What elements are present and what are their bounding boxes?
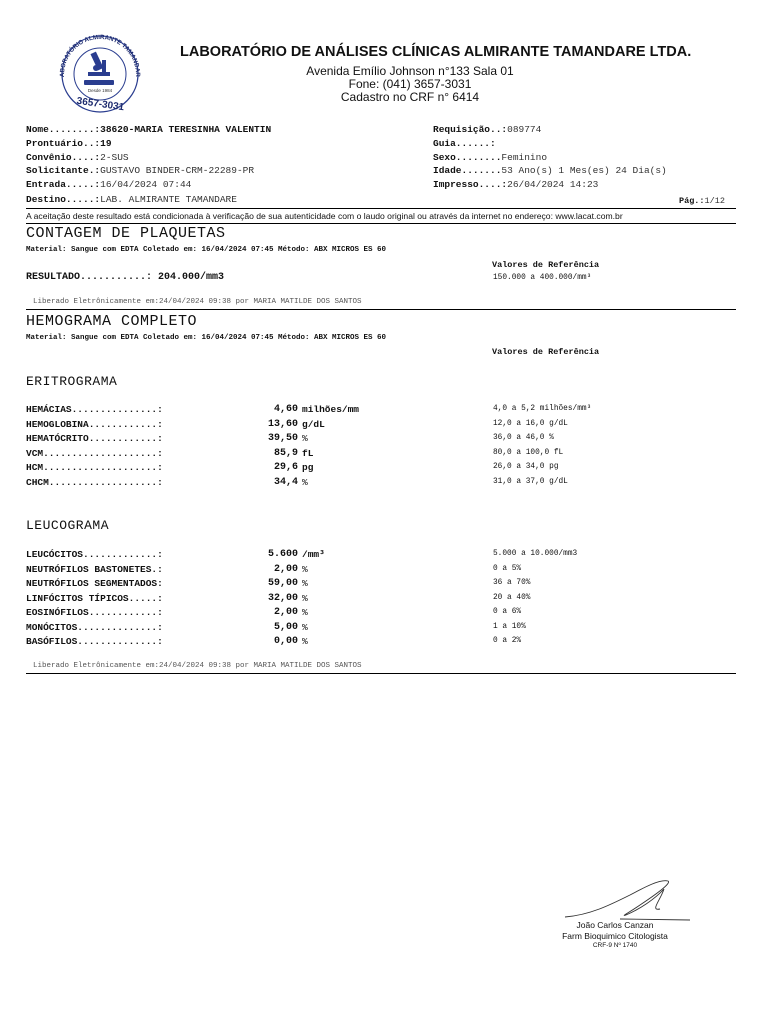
result-ref: 36 a 70% [493, 579, 531, 587]
field-pagina: Pág.:1/12 [679, 196, 725, 206]
result-label: NEUTRÓFILOS SEGMENTADOS: [26, 578, 163, 589]
result-unit: % [302, 621, 308, 633]
divider [26, 673, 736, 674]
lab-crf: Cadastro no CRF n° 6414 [340, 90, 480, 104]
result-unit: pg [302, 462, 314, 473]
divider [26, 208, 736, 209]
logo-ring-text: ABORATÓRIO ALMIRANTE TAMANDAR [58, 33, 142, 78]
section-title-plaquetas: CONTAGEM DE PLAQUETAS [26, 225, 226, 242]
logo-since: Desde 1984 [87, 88, 113, 93]
field-requisicao: Requisição..:089774 [433, 124, 542, 135]
result-label: LINFÓCITOS TÍPICOS.....: [26, 592, 163, 604]
ref-plaquetas: 150.000 a 400.000/mm³ [493, 274, 592, 282]
result-label: HEMÁCIAS...............: [26, 404, 163, 415]
result-unit: % [302, 578, 308, 589]
result-value: 59,00 [267, 578, 298, 589]
field-impresso: Impresso....:26/04/2024 14:23 [433, 179, 599, 190]
result-unit: % [302, 607, 308, 618]
result-value: 39,50 [267, 433, 298, 444]
result-label: EOSINÓFILOS............: [26, 607, 163, 618]
result-label: HEMOGLOBINA............: [26, 418, 163, 430]
handwritten-signature [560, 875, 695, 925]
result-label: HEMATÓCRITO............: [26, 433, 163, 444]
signer-title: Farm Bioquimico Citologista [562, 931, 668, 941]
liberado-plaquetas: Liberado Eletrônicamente em:24/04/2024 09:38 por MARIA MATILDE DOS SANTOS [33, 298, 362, 306]
result-label: CHCM...................: [26, 476, 163, 488]
divider [26, 223, 736, 224]
ref-header-plaquetas: Valores de Referência [492, 260, 600, 270]
field-convenio: Convênio....:2-SUS [26, 152, 129, 163]
result-unit: fL [302, 447, 314, 459]
result-value: 34,4 [273, 476, 298, 488]
result-unit: % [302, 476, 308, 488]
result-label: NEUTRÓFILOS BASTONETES.: [26, 563, 163, 575]
result-ref: 31,0 a 37,0 g/dL [493, 477, 568, 486]
result-unit: g/dL [302, 418, 325, 430]
lab-name: LABORATÓRIO DE ANÁLISES CLÍNICAS ALMIRANTE TAMANDARE LTDA. [180, 44, 692, 60]
subsection-eritrograma: ERITROGRAMA [26, 374, 118, 389]
result-ref: 4,0 a 5,2 milhões/mm³ [493, 405, 592, 413]
logo-phone: 3657-3031 [75, 95, 125, 114]
result-value: 32,00 [267, 592, 298, 604]
divider [26, 309, 736, 310]
ref-header-hemograma: Valores de Referência [492, 347, 600, 357]
result-ref: 20 a 40% [493, 593, 531, 602]
field-nome: Nome........:38620-MARIA TERESINHA VALENTIN [26, 124, 272, 135]
material-plaquetas: Material: Sangue com EDTA Coletado em: 16/04/2024 07:45 Método: ABX MICROS ES 60 [26, 246, 387, 254]
field-prontuario: Prontuário..:19 [26, 138, 112, 149]
result-label: VCM....................: [26, 447, 163, 459]
result-value: 5.600 [267, 549, 298, 560]
result-ref: 0 a 6% [493, 608, 522, 616]
result-ref: 80,0 a 100,0 fL [493, 448, 564, 457]
lab-phone: Fone: (041) 3657-3031 [348, 77, 472, 91]
subsection-leucograma: LEUCOGRAMA [26, 518, 110, 533]
result-unit: % [302, 592, 308, 604]
authenticity-notice: A aceitação deste resultado está condicionada à verificação de sua autenticidade com o laudo original ou através da internet no endereço: www.lacat.com.br [26, 211, 623, 221]
result-value: 29,6 [273, 462, 298, 473]
section-title-hemograma: HEMOGRAMA COMPLETO [26, 313, 198, 330]
result-plaquetas: RESULTADO...........: 204.000/mm3 [26, 272, 225, 283]
signer-name: João Carlos Canzan [576, 920, 654, 930]
result-unit: % [302, 563, 308, 575]
result-ref: 5.000 a 10.000/mm3 [493, 550, 578, 558]
field-solicitante: Solicitante.:GUSTAVO BINDER-CRM-22289-PR [26, 165, 255, 176]
result-ref: 12,0 a 16,0 g/dL [493, 419, 568, 428]
field-idade: Idade.......53 Ano(s) 1 Mes(es) 24 Dia(s) [433, 165, 667, 176]
result-value: 5,00 [273, 621, 298, 633]
result-unit: % [302, 636, 308, 647]
liberado-hemograma: Liberado Eletrônicamente em:24/04/2024 09:38 por MARIA MATILDE DOS SANTOS [33, 662, 362, 670]
result-label: HCM....................: [26, 462, 163, 473]
result-unit: milhões/mm [302, 404, 360, 415]
result-ref: 36,0 a 46,0 % [493, 434, 554, 442]
signer-crf: CRF-9 Nº 1740 [592, 942, 638, 949]
field-guia: Guia......: [433, 138, 496, 149]
result-label: LEUCÓCITOS.............: [26, 549, 163, 560]
result-value: 85,9 [273, 447, 298, 459]
result-ref: 0 a 2% [493, 637, 522, 645]
field-destino: Destino.....:LAB. ALMIRANTE TAMANDARE [26, 194, 237, 205]
result-unit: % [302, 433, 308, 444]
result-value: 4,60 [273, 404, 298, 415]
result-label: BASÓFILOS..............: [26, 636, 163, 647]
field-entrada: Entrada.....:16/04/2024 07:44 [26, 179, 192, 190]
lab-address: Avenida Emílio Johnson n°133 Sala 01 [306, 64, 514, 78]
result-ref: 1 a 10% [493, 622, 526, 631]
result-label: MONÓCITOS..............: [26, 621, 163, 633]
result-value: 0,00 [273, 636, 298, 647]
result-value: 2,00 [273, 607, 298, 618]
material-hemograma: Material: Sangue com EDTA Coletado em: 16/04/2024 07:45 Método: ABX MICROS ES 60 [26, 334, 387, 342]
result-value: 13,60 [267, 418, 298, 430]
field-sexo: Sexo........Feminino [433, 152, 548, 163]
result-unit: /mm³ [302, 549, 325, 560]
result-value: 2,00 [273, 563, 298, 575]
result-ref: 26,0 a 34,0 pg [493, 463, 559, 471]
result-ref: 0 a 5% [493, 564, 522, 573]
